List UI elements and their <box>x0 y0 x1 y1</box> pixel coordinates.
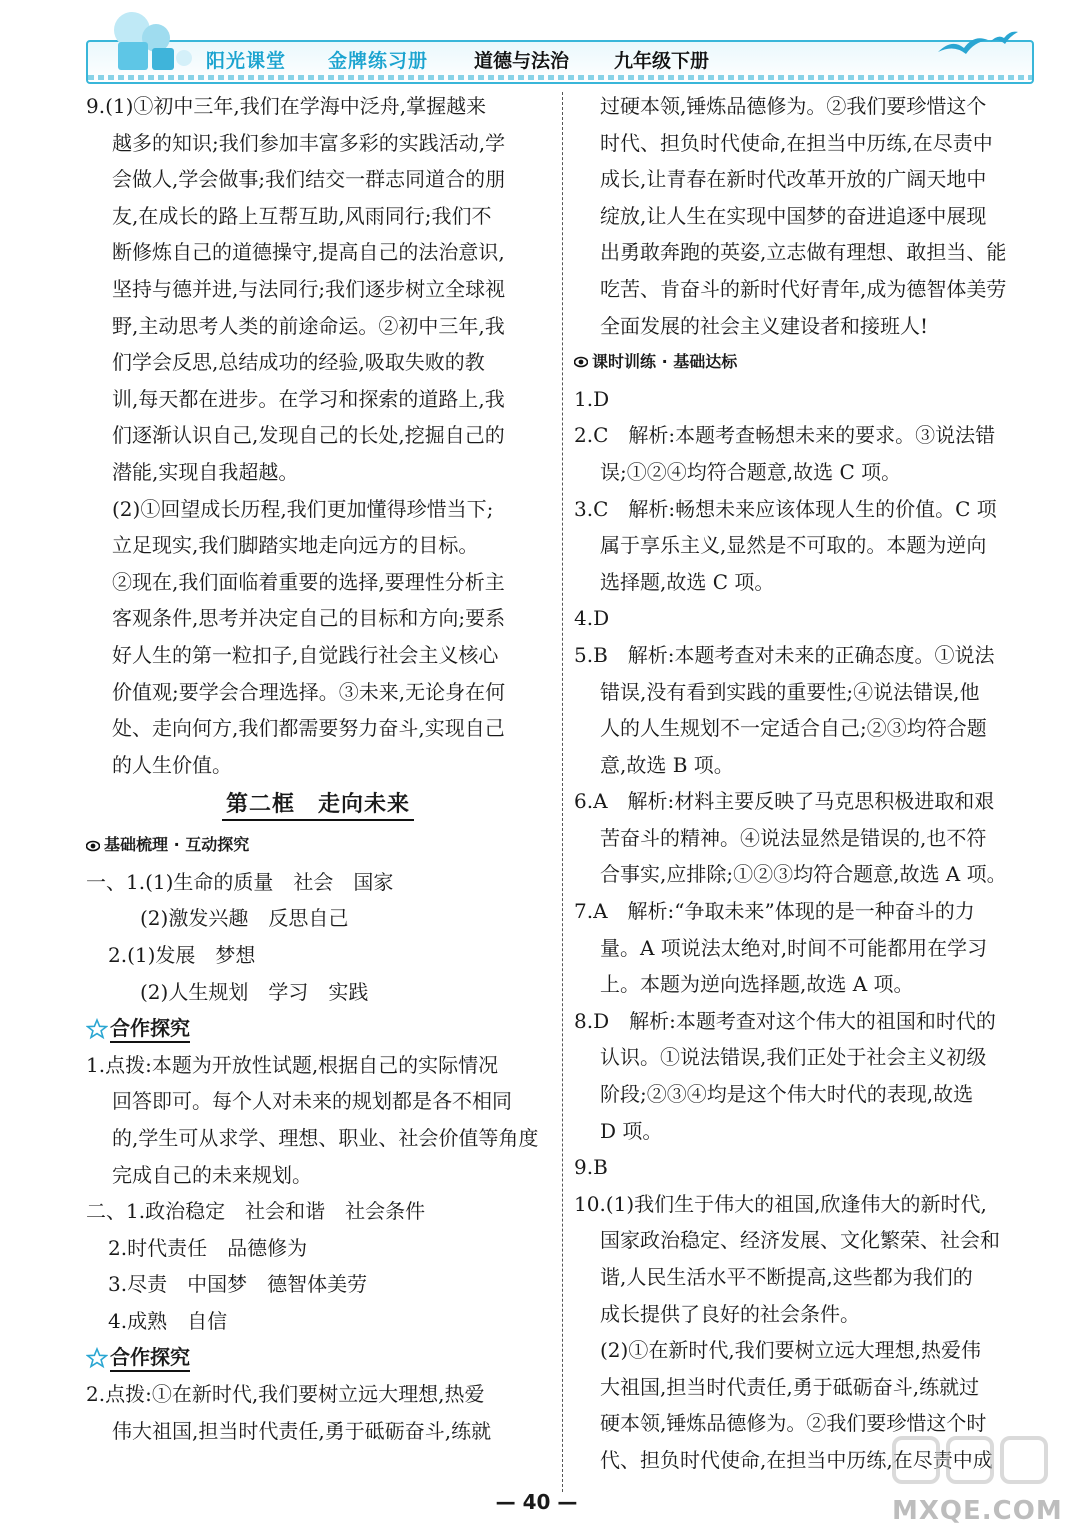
text-line: 谐,人民生活水平不断提高,这些都为我们的 <box>600 1265 973 1289</box>
text-line: 选择题,故选 C 项。 <box>600 569 775 594</box>
text-line: 一、1.(1)生命的质量 社会 国家 <box>86 869 394 894</box>
text-line: 回答即可。每个人对未来的规划都是各不相同 <box>112 1089 512 1114</box>
eye-icon <box>574 355 588 369</box>
text-line: 价值观;要学会合理选择。③未来,无论身在何 <box>112 679 506 704</box>
text-line: 8.D 解析:本题考查对这个伟大的祖国和时代的 <box>574 1008 996 1033</box>
page-number: — 40 — <box>495 1490 578 1514</box>
text-line: 的人生价值。 <box>112 752 232 777</box>
text-line: 成长,让青春在新时代改革开放的广阔天地中 <box>600 167 987 192</box>
left-column <box>86 88 550 1449</box>
text-line: 们学会反思,总结成功的经验,吸取失败的教 <box>112 350 485 375</box>
text-line: 立足现实,我们脚踏实地走向远方的目标。 <box>112 533 479 558</box>
header-decoration-icon <box>96 8 204 72</box>
birds-icon <box>930 26 1020 66</box>
header-series-subtitle: 金牌练习册 <box>328 50 429 72</box>
text-line: ②现在,我们面临着重要的选择,要理性分析主 <box>112 569 505 594</box>
text-line: 3.尽责 中国梦 德智体美劳 <box>108 1272 368 1297</box>
text-line: 大祖国,担当时代责任,勇于砥砺奋斗,练就过 <box>600 1374 980 1399</box>
text-line: 属于享乐主义,显然是不可取的。本题为逆向 <box>600 533 987 558</box>
text-line: 的,学生可从求学、理想、职业、社会价值等角度 <box>112 1126 539 1151</box>
text-line: 时代、担负时代使命,在担当中历练,在尽责中 <box>600 130 993 155</box>
cooperation-head-text: 合作探究 <box>110 1344 190 1372</box>
header-grade: 九年级下册 <box>614 50 710 72</box>
section-head-text: 课时训练 · 基础达标 <box>592 352 738 372</box>
text-line: 2.点拨:①在新时代,我们要树立远大理想,热爱 <box>86 1382 485 1407</box>
text-line: 人的人生规划不一定适合自己;②③均符合题 <box>600 716 987 741</box>
cooperation-head <box>86 1010 550 1047</box>
text-line: 3.C 解析:畅想未来应该体现人生的价值。C 项 <box>574 496 997 521</box>
header-subject: 道德与法治 <box>474 50 570 72</box>
section-title-text: 第二框 走向未来 <box>222 792 414 821</box>
watermark-text: MXQE.COM <box>892 1496 1063 1526</box>
text-line: 吃苦、肯奋斗的新时代好青年,成为德智体美劳 <box>600 276 1007 301</box>
text-line: 坚持与德并进,与法同行;我们逐步树立全球视 <box>112 276 506 301</box>
text-line: (2)①回望成长历程,我们更加懂得珍惜当下; <box>112 496 494 521</box>
text-line: 客观条件,思考并决定自己的目标和方向;要系 <box>112 606 506 631</box>
text-line: 过硬本领,锤炼品德修为。②我们要珍惜这个 <box>600 94 987 118</box>
text-line: 7.A 解析:“争取未来”体现的是一种奋斗的力 <box>574 899 975 924</box>
text-line: 潜能,实现自我超越。 <box>112 459 299 484</box>
text-line: 4.成熟 自信 <box>108 1309 228 1333</box>
text-line: 错误,没有看到实践的重要性;④说法错误,他 <box>600 679 980 704</box>
text-line: 10.(1)我们生于伟大的祖国,欣逢伟大的新时代, <box>574 1191 987 1216</box>
star-icon <box>86 1018 108 1040</box>
text-line: 2.(1)发展 梦想 <box>108 943 256 968</box>
text-line: 好人生的第一粒扣子,自觉践行社会主义核心 <box>112 642 499 667</box>
text-line: 误;①②④均符合题意,故选 C 项。 <box>600 459 902 484</box>
text-line: 2.时代责任 品德修为 <box>108 1235 308 1260</box>
text-line: 越多的知识;我们参加丰富多彩的实践活动,学 <box>112 130 506 155</box>
text-line: 处、走向何方,我们都需要努力奋斗,实现自己 <box>112 716 505 741</box>
section-head <box>86 827 550 864</box>
text-line: 二、1.政治稳定 社会和谐 社会条件 <box>86 1199 426 1224</box>
section-title <box>86 783 550 827</box>
text-line: 训,每天都在进步。在学习和探索的道路上,我 <box>112 386 505 411</box>
text-line: 9.(1)①初中三年,我们在学海中泛舟,掌握越来 <box>86 94 487 118</box>
text-line: 国家政治稳定、经济发展、文化繁荣、社会和 <box>600 1228 1000 1253</box>
text-line: 绽放,让人生在实现中国梦的奋进追逐中展现 <box>600 203 987 228</box>
text-line: 5.B 解析:本题考查对未来的正确态度。①说法 <box>574 642 995 667</box>
cooperation-head-text: 合作探究 <box>110 1015 190 1043</box>
text-line: 上。本题为逆向选择题,故选 A 项。 <box>600 972 914 997</box>
text-line: 意,故选 B 项。 <box>600 752 734 777</box>
eye-icon <box>86 839 100 853</box>
text-line: 1.点拨:本题为开放性试题,根据自己的实际情况 <box>86 1052 499 1077</box>
right-column <box>574 88 1036 1479</box>
text-line: 量。A 项说法太绝对,时间不可能都用在学习 <box>600 935 988 960</box>
star-icon <box>86 1347 108 1369</box>
text-line: 们逐渐认识自己,发现自己的长处,挖掘自己的 <box>112 423 505 448</box>
text-line: 阶段;②③④均是这个伟大时代的表现,故选 <box>600 1082 974 1107</box>
text-line: 认识。①说法错误,我们正处于社会主义初级 <box>600 1045 987 1070</box>
text-line: (2)人生规划 学习 实践 <box>140 979 369 1004</box>
header-stripe <box>88 75 1032 80</box>
text-line: 完成自己的未来规划。 <box>112 1162 312 1187</box>
column-divider <box>562 92 563 1492</box>
section-head-text: 基础梳理 · 互动探究 <box>104 835 250 855</box>
cooperation-head <box>86 1340 550 1377</box>
text-line: 硬本领,锤炼品德修为。②我们要珍惜这个时 <box>600 1411 987 1436</box>
text-line: 9.B <box>574 1155 608 1180</box>
text-line: 2.C 解析:本题考查畅想未来的要求。③说法错 <box>574 423 996 448</box>
text-line: 代、担负时代使命,在担当中历练,在尽责中成 <box>600 1447 993 1472</box>
section-head <box>574 344 1036 381</box>
text-line: 全面发展的社会主义建设者和接班人! <box>600 313 929 338</box>
text-line: 6.A 解析:材料主要反映了马克思积极进取和艰 <box>574 789 995 814</box>
text-line: 伟大祖国,担当时代责任,勇于砥砺奋斗,练就 <box>112 1418 492 1443</box>
text-line: (2)①在新时代,我们要树立远大理想,热爱伟 <box>600 1338 982 1363</box>
header-series-title: 阳光课堂 <box>206 50 287 72</box>
text-line: 成长提供了良好的社会条件。 <box>600 1301 860 1326</box>
text-line: (2)激发兴趣 反思自己 <box>140 906 349 931</box>
text-line: 1.D <box>574 386 610 411</box>
text-line: 合事实,应排除;①②③均符合题意,故选 A 项。 <box>600 862 1007 887</box>
text-line: 4.D <box>574 606 610 631</box>
text-line: 出勇敢奔跑的英姿,立志做有理想、敢担当、能 <box>600 240 1007 265</box>
text-line: 友,在成长的路上互帮互助,风雨同行;我们不 <box>112 203 492 228</box>
text-line: D 项。 <box>600 1118 663 1143</box>
text-line: 会做人,学会做事;我们结交一群志同道合的朋 <box>112 167 506 192</box>
text-line: 苦奋斗的精神。④说法显然是错误的,也不符 <box>600 825 987 850</box>
text-line: 野,主动思考人类的前途命运。②初中三年,我 <box>112 313 505 338</box>
text-line: 断修炼自己的道德操守,提高自己的法治意识, <box>112 240 505 265</box>
